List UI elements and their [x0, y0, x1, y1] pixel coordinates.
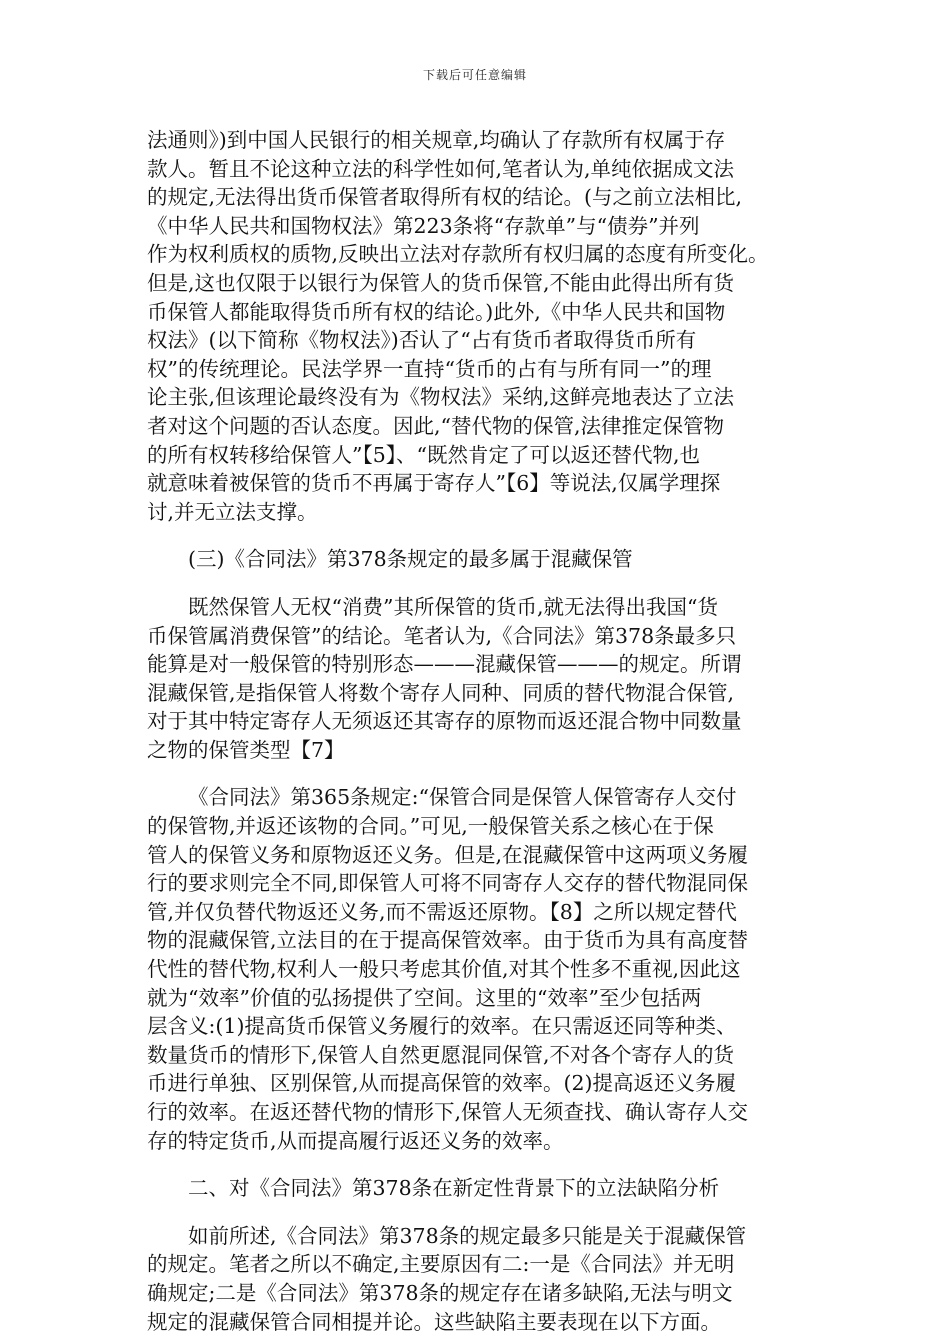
text-line: 者对这个问题的否认态度。因此,“替代物的保管,法律推定保管物 [147, 413, 725, 438]
text-line: 对于其中特定寄存人无须返还其寄存的原物而返还混合物中同数量 [147, 709, 742, 734]
text-line: 币保管人都能取得货币所有权的结论。)此外,《中华人民共和国物 [147, 299, 726, 324]
section-heading [147, 1174, 815, 1203]
paragraph [147, 593, 815, 765]
text-line: 就为“效率”价值的弘扬提供了空间。这里的“效率”至少包括两 [147, 985, 702, 1010]
text-line: 管,并仅负替代物返还义务,而不需返还原物。【8】之所以规定替代 [147, 899, 737, 924]
text-line: 币保管属消费保管”的结论。笔者认为,《合同法》第378条最多只 [147, 623, 737, 648]
text-line: 权法》(以下简称《物权法》)否认了“占有货币者取得货币所有 [147, 328, 697, 353]
text-line: 能算是对一般保管的特别形态———混藏保管———的规定。所谓 [147, 652, 742, 677]
text-line: 规定的混藏保管合同相提并论。这些缺陷主要表现在以下方面。 [147, 1309, 721, 1334]
paragraph-gap [147, 1203, 815, 1222]
text-line: 的所有权转移给保管人”【5】、“既然肯定了可以返还替代物,也 [147, 442, 701, 467]
paragraph-gap [147, 526, 815, 545]
text-line: 代性的替代物,权利人一般只考虑其价值,对其个性多不重视,因此这 [147, 957, 741, 982]
text-line: 权”的传统理论。民法学界一直持“货币的占有与所有同一”的理 [147, 356, 712, 381]
text-line: 《合同法》第365条规定:“保管合同是保管人保管寄存人交付 [188, 785, 737, 810]
paragraph-gap [147, 764, 815, 783]
text-line: 《中华人民共和国物权法》第223条将“存款单”与“债券”并列 [147, 213, 700, 238]
text-line: 的规定,无法得出货币保管者取得所有权的结论。(与之前立法相比, [147, 185, 743, 210]
section-heading [147, 545, 815, 574]
text-line: 层含义:(1)提高货币保管义务履行的效率。在只需返还同等种类、 [147, 1014, 737, 1039]
text-line: 如前所述,《合同法》第378条的规定最多只能是关于混藏保管 [188, 1223, 747, 1248]
page-header: 下载后可任意编辑 [422, 68, 527, 82]
text-line: 法通则》)到中国人民银行的相关规章,均确认了存款所有权属于存 [147, 128, 726, 152]
text-line: 混藏保管,是指保管人将数个寄存人同种、同质的替代物混合保管, [147, 680, 735, 705]
text-line: 存的特定货币,从而提高履行返还义务的效率。 [147, 1128, 564, 1153]
text-line: 的保管物,并返还该物的合同。”可见,一般保管关系之核心在于保 [147, 814, 714, 839]
text-line: 但是,这也仅限于以银行为保管人的货币保管,不能由此得出所有货 [147, 270, 735, 295]
paragraph [147, 1222, 815, 1336]
text-line: 论主张,但该理论最终没有为《物权法》采纳,这鲜亮地表达了立法 [147, 385, 735, 410]
text-line: 数量货币的情形下,保管人自然更愿混同保管,不对各个寄存人的货 [147, 1042, 735, 1067]
heading-line: (三)《合同法》第378条规定的最多属于混藏保管 [188, 547, 633, 572]
text-line: 行的要求则完全不同,即保管人可将不同寄存人交存的替代物混同保 [147, 871, 749, 896]
text-line: 款人。暂且不论这种立法的科学性如何,笔者认为,单纯依据成文法 [147, 156, 735, 181]
text-line: 行的效率。在返还替代物的情形下,保管人无须查找、确认寄存人交 [147, 1100, 749, 1124]
text-line: 作为权利质权的质物,反映出立法对存款所有权归属的态度有所变化。 [147, 242, 769, 267]
text-line: 讨,并无立法支撑。 [147, 499, 318, 524]
heading-line: 二、对《合同法》第378条在新定性背景下的立法缺陷分析 [188, 1176, 720, 1201]
paragraph-gap [147, 1155, 815, 1174]
paragraph-continuation [147, 126, 815, 526]
text-line: 既然保管人无权“消费”其所保管的货币,就无法得出我国“货 [188, 594, 718, 619]
text-line: 之物的保管类型【7】 [147, 737, 345, 762]
document-body [147, 126, 815, 1336]
paragraph-gap [147, 574, 815, 593]
text-line: 币进行单独、区别保管,从而提高保管的效率。(2)提高返还义务履 [147, 1071, 737, 1096]
text-line: 管人的保管义务和原物返还义务。但是,在混藏保管中这两项义务履 [147, 842, 749, 867]
text-line: 的规定。笔者之所以不确定,主要原因有二:一是《合同法》并无明 [147, 1252, 735, 1277]
text-line: 物的混藏保管,立法目的在于提高保管效率。由于货币为具有高度替 [147, 928, 749, 953]
paragraph [147, 783, 815, 1155]
text-line: 确规定;二是《合同法》第378条的规定存在诸多缺陷,无法与明文 [147, 1280, 733, 1305]
text-line: 就意味着被保管的货币不再属于寄存人”【6】等说法,仅属学理探 [147, 471, 721, 496]
